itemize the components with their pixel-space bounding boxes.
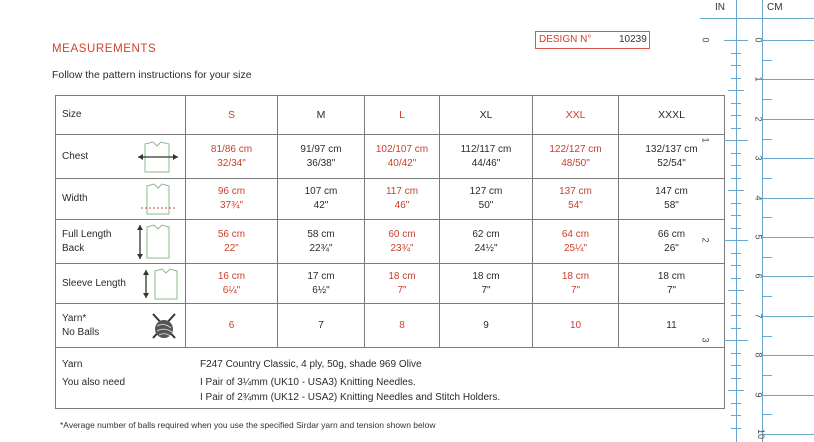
size-header-xl: XL <box>440 96 533 135</box>
cm-number: 10 <box>756 428 767 440</box>
cm-number: 6 <box>753 273 764 279</box>
yarn-xl: 9 <box>440 304 533 348</box>
chest-measure-icon <box>135 140 181 174</box>
yarn-xxxl: 11 <box>619 304 725 348</box>
yarn-description: F247 Country Classic, 4 ply, 50g, shade 969 Olive <box>200 359 422 370</box>
cm-half-tick <box>762 257 772 258</box>
yarn-row <box>56 304 725 348</box>
size-header-row <box>56 96 725 135</box>
cm-number: 4 <box>753 195 764 201</box>
chest-xxl: 122/127 cm 48/50" <box>533 135 619 179</box>
inch-minor-tick <box>731 315 741 316</box>
cm-number: 3 <box>753 155 764 161</box>
yarn-label: Yarn <box>62 359 83 370</box>
inch-minor-tick <box>731 78 741 79</box>
cm-major-tick <box>762 316 814 317</box>
chest-l: 102/107 cm 40/42" <box>365 135 440 179</box>
size-header-s: S <box>186 96 278 135</box>
length-label-cell <box>56 220 186 264</box>
cm-half-tick <box>762 336 772 337</box>
sleeve-row <box>56 264 725 304</box>
inch-minor-tick <box>731 128 741 129</box>
cm-number: 8 <box>753 352 764 358</box>
cm-half-tick <box>762 414 772 415</box>
cm-number: 9 <box>753 392 764 398</box>
inch-minor-tick <box>731 215 741 216</box>
inch-major-tick <box>724 40 748 41</box>
needles-line-1: I Pair of 3¼mm (UK10 - USA3) Knitting Needles. <box>200 377 416 388</box>
cm-major-tick <box>762 40 814 41</box>
cm-half-tick <box>762 99 772 100</box>
cm-major-tick <box>762 276 814 277</box>
yarn-m: 7 <box>278 304 365 348</box>
inch-minor-tick <box>731 403 741 404</box>
row-label: Sleeve Length <box>62 277 126 289</box>
inch-unit-label: IN <box>715 2 725 13</box>
sleeve-l: 18 cm 7" <box>365 264 440 304</box>
chest-m: 91/97 cm 36/38" <box>278 135 365 179</box>
row-label: Full Length Back <box>62 228 112 254</box>
inch-minor-tick <box>731 415 741 416</box>
also-need-label: You also need <box>62 377 126 388</box>
width-xl: 127 cm 50" <box>440 179 533 220</box>
footnote: *Average number of balls required when you use the specified Sirdar yarn and tension shown below <box>60 420 436 430</box>
inch-minor-tick <box>728 90 744 91</box>
inch-minor-tick <box>731 265 741 266</box>
length-xxl: 64 cm 25¼" <box>533 220 619 264</box>
inch-minor-tick <box>731 228 741 229</box>
needles-line-2: I Pair of 2¾mm (UK12 - USA2) Knitting Needles and Stitch Holders. <box>200 392 501 403</box>
inch-minor-tick <box>731 353 741 354</box>
cm-major-tick <box>762 434 814 435</box>
sleeve-label-cell <box>56 264 186 304</box>
cm-major-tick <box>762 158 814 159</box>
size-header-m: M <box>278 96 365 135</box>
size-header-xxl: XXL <box>533 96 619 135</box>
inch-minor-tick <box>728 390 744 391</box>
measurements-table <box>55 95 725 348</box>
inch-minor-tick <box>731 378 741 379</box>
yarn-xxl: 10 <box>533 304 619 348</box>
cm-number: 5 <box>753 234 764 240</box>
width-s: 96 cm 37¾" <box>186 179 278 220</box>
chest-row <box>56 135 725 179</box>
cm-unit-label: CM <box>767 2 783 13</box>
inch-minor-tick <box>731 203 741 204</box>
inch-number: 1 <box>700 137 711 143</box>
sleeve-xxxl: 18 cm 7" <box>619 264 725 304</box>
cm-number: 7 <box>753 313 764 319</box>
inch-minor-tick <box>731 278 741 279</box>
width-row <box>56 179 725 220</box>
size-header-xxxl: XXXL <box>619 96 725 135</box>
inch-minor-tick <box>731 53 741 54</box>
chest-s: 81/86 cm 32/34" <box>186 135 278 179</box>
length-xl: 62 cm 24½" <box>440 220 533 264</box>
intro-text: Follow the pattern instructions for your size <box>52 69 252 81</box>
length-s: 56 cm 22" <box>186 220 278 264</box>
design-number-box <box>535 31 650 49</box>
cm-half-tick <box>762 139 772 140</box>
cm-major-tick <box>762 355 814 356</box>
row-label: Yarn* No Balls <box>62 312 100 338</box>
inch-minor-tick <box>731 365 741 366</box>
materials-box <box>55 347 725 409</box>
size-header-l: L <box>365 96 440 135</box>
width-l: 117 cm 46" <box>365 179 440 220</box>
yarn-s: 6 <box>186 304 278 348</box>
inch-minor-tick <box>731 103 741 104</box>
cm-half-tick <box>762 296 772 297</box>
width-measure-icon <box>135 182 181 216</box>
inch-number: 3 <box>700 337 711 343</box>
width-m: 107 cm 42" <box>278 179 365 220</box>
inch-major-tick <box>724 140 748 141</box>
row-label: Chest <box>62 150 89 162</box>
yarn-l: 8 <box>365 304 440 348</box>
cm-number: 0 <box>753 37 764 43</box>
design-label: DESIGN N° <box>539 34 592 45</box>
yarn-ball-icon <box>147 310 181 342</box>
cm-major-tick <box>762 198 814 199</box>
cm-half-tick <box>762 178 772 179</box>
inch-minor-tick <box>728 190 744 191</box>
cm-half-tick <box>762 217 772 218</box>
inch-minor-tick <box>731 115 741 116</box>
cm-number: 2 <box>753 116 764 122</box>
yarn-label-cell <box>56 304 186 348</box>
inch-minor-tick <box>731 253 741 254</box>
sleeve-xl: 18 cm 7" <box>440 264 533 304</box>
sleeve-measure-icon <box>141 267 181 301</box>
chest-label-cell <box>56 135 186 179</box>
length-row <box>56 220 725 264</box>
length-l: 60 cm 23¾" <box>365 220 440 264</box>
inch-minor-tick <box>731 303 741 304</box>
sleeve-m: 17 cm 6½" <box>278 264 365 304</box>
cm-half-tick <box>762 375 772 376</box>
measurements-heading: MEASUREMENTS <box>52 43 157 55</box>
inch-minor-tick <box>731 178 741 179</box>
inch-major-tick <box>724 240 748 241</box>
cm-number: 1 <box>753 76 764 82</box>
length-xxxl: 66 cm 26" <box>619 220 725 264</box>
inch-number: 0 <box>700 37 711 43</box>
cm-major-tick <box>762 237 814 238</box>
inch-minor-tick <box>731 328 741 329</box>
cm-major-tick <box>762 119 814 120</box>
width-xxl: 137 cm 54" <box>533 179 619 220</box>
inch-minor-tick <box>731 428 741 429</box>
sleeve-xxl: 18 cm 7" <box>533 264 619 304</box>
size-label-cell: Size <box>56 96 186 135</box>
cm-half-tick <box>762 60 772 61</box>
cm-major-tick <box>762 395 814 396</box>
inch-minor-tick <box>731 165 741 166</box>
row-label: Width <box>62 193 88 204</box>
design-number: 10239 <box>619 34 647 45</box>
length-measure-icon <box>135 223 181 261</box>
length-m: 58 cm 22¾" <box>278 220 365 264</box>
inch-minor-tick <box>731 153 741 154</box>
inch-major-tick <box>724 340 748 341</box>
width-xxxl: 147 cm 58" <box>619 179 725 220</box>
width-label-cell <box>56 179 186 220</box>
chest-xxxl: 132/137 cm 52/54" <box>619 135 725 179</box>
chest-xl: 112/117 cm 44/46" <box>440 135 533 179</box>
inch-minor-tick <box>731 65 741 66</box>
inch-number: 2 <box>700 237 711 243</box>
inch-minor-tick <box>728 290 744 291</box>
sleeve-s: 16 cm 6¼" <box>186 264 278 304</box>
cm-major-tick <box>762 79 814 80</box>
